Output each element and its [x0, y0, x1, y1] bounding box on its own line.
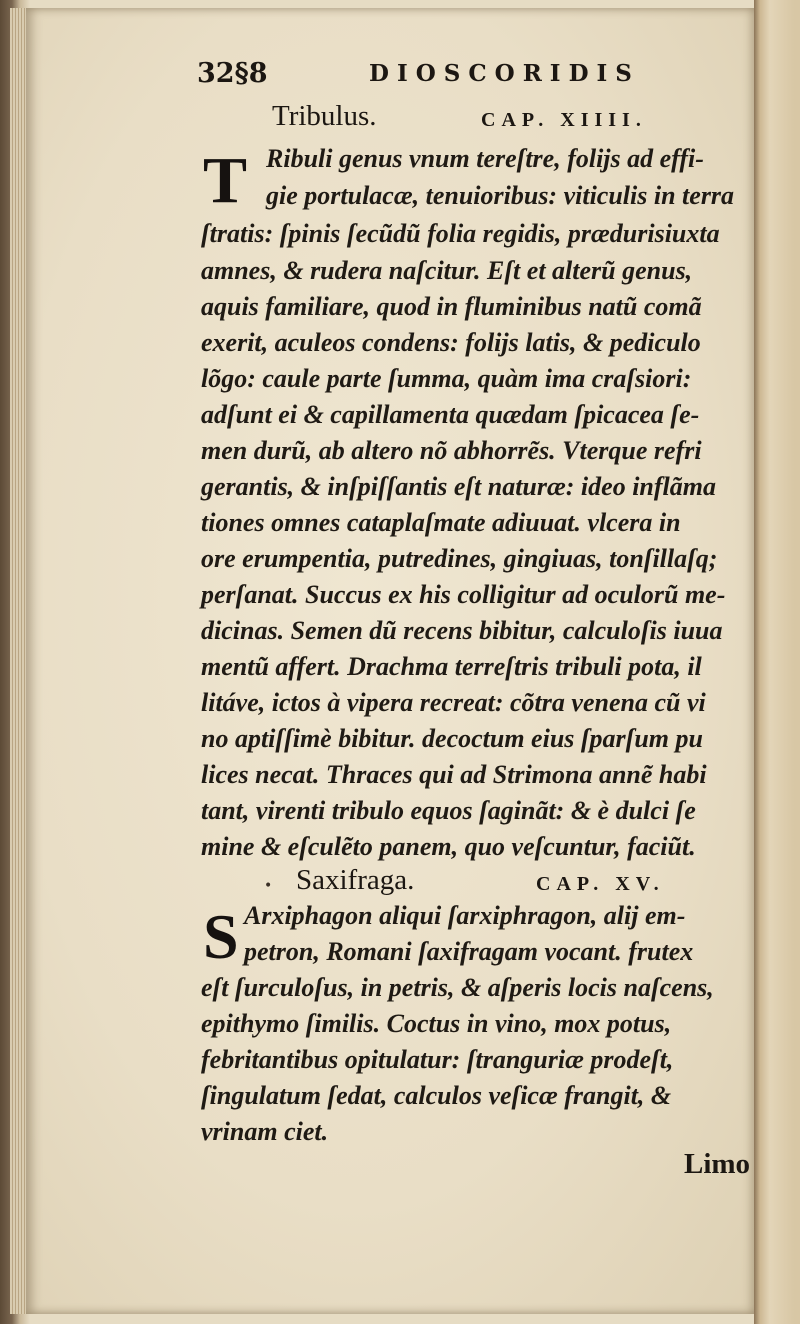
text-line: adſunt ei & capillamenta quædam ſpicacea ſe-: [201, 400, 700, 429]
text-line: perſanat. Succus ex his colligitur ad oculorũ me-: [201, 580, 726, 609]
ink-mark: •: [264, 878, 273, 894]
chapter-title: Saxifraga.: [296, 864, 415, 896]
page-edges: [10, 8, 26, 1314]
text-line: mine & eſculẽto panem, quo veſcuntur, faciũt.: [201, 832, 696, 861]
chapter-title: Tribulus.: [272, 100, 377, 132]
text-line: tiones omnes cataplaſmate adiuuat. vlcera in: [201, 508, 681, 537]
text-line: Ribuli genus vnum tereſtre, folijs ad effi-: [266, 144, 704, 173]
text-line: no aptiſſimè bibitur. decoctum eius ſparſum pu: [201, 724, 703, 753]
text-line: petron, Romani ſaxifragam vocant. frutex: [244, 937, 694, 966]
text-line: gerantis, & inſpiſſantis eſt naturæ: ideo inflãma: [201, 472, 716, 501]
text-line: ſtratis: ſpinis ſecũdũ folia regidis, prædurisiuxta: [201, 219, 720, 248]
text-line: mentũ affert. Drachma terreſtris tribuli pota, il: [201, 652, 702, 681]
text-line: tant, virenti tribulo equos ſaginãt: & è dulci ſe: [201, 796, 696, 825]
text-line: vrinam ciet.: [201, 1117, 329, 1146]
catchword: Limo: [684, 1148, 751, 1180]
running-head: DIOSCORIDIS: [369, 60, 640, 87]
text-line: lices necat. Thraces qui ad Strimona annẽ habi: [201, 760, 707, 789]
text-line: eſt ſurculoſus, in petris, & aſperis locis naſcens,: [201, 973, 714, 1002]
facing-page-edge: [754, 0, 800, 1324]
text-line: Arxiphagon aliqui ſarxiphragon, alij em-: [244, 901, 686, 930]
chapter-number: CAP. XV.: [536, 873, 665, 895]
text-line: ſingulatum ſedat, calculos veſicæ frangit, &: [201, 1081, 672, 1110]
text-line: febritantibus opitulatur: ſtranguriæ prodeſt,: [201, 1045, 674, 1074]
text-line: exerit, aculeos condens: folijs latis, & pediculo: [201, 328, 701, 357]
drop-capital: T: [203, 144, 248, 217]
text-line: men durũ, ab altero nõ abhorrẽs. Vterque refri: [201, 436, 702, 465]
text-line: gie portulacæ, tenuioribus: viticulis in terra: [266, 181, 735, 210]
text-line: lõgo: caule parte ſumma, quàm ima craſsiori:: [201, 364, 692, 393]
chapter-number: CAP. XIIII.: [481, 109, 647, 131]
text-line: epithymo ſimilis. Coctus in vino, mox potus,: [201, 1009, 672, 1038]
text-line: dicinas. Semen dũ recens bibitur, calculoſis iuua: [201, 616, 723, 645]
text-line: litáve, ictos à vipera recreat: cõtra venena cũ vi: [201, 688, 706, 717]
page-number: 32§8: [197, 58, 268, 89]
text-line: aquis familiare, quod in fluminibus natũ comã: [201, 292, 702, 321]
text-line: amnes, & rudera naſcitur. Eſt et alterũ genus,: [201, 256, 693, 285]
text-line: ore erumpentia, putredines, gingiuas, tonſillaſq;: [201, 544, 718, 573]
drop-capital: S: [203, 901, 239, 972]
